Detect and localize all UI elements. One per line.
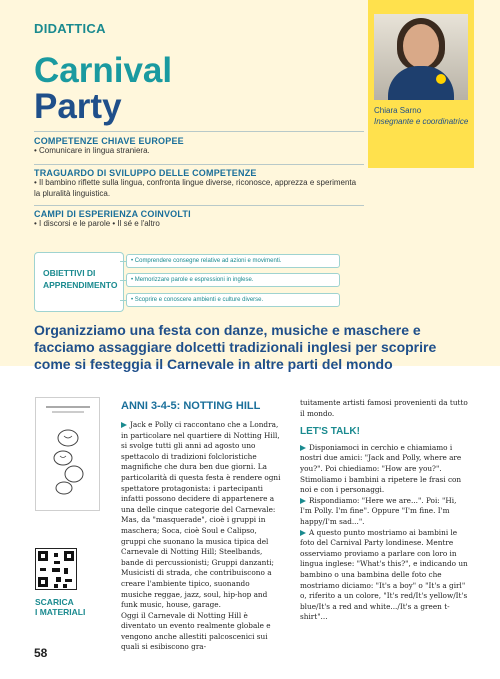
competence-block bbox=[34, 209, 364, 230]
divider bbox=[34, 164, 364, 165]
competence-text: • I discorsi e le parole • Il sé e l'altro bbox=[34, 219, 160, 228]
download-label-line2: I MATERIALI bbox=[35, 607, 86, 617]
qr-code-icon[interactable] bbox=[35, 548, 77, 590]
objectives-box bbox=[34, 252, 124, 312]
arrow-bullet-icon bbox=[300, 498, 306, 504]
intro-text: Organizziamo una festa con danze, musiche e maschere e facciamo assaggiare dolcetti tradizionali inglesi per scoprire come si festeggia il Carnevale in altre parti del mondo bbox=[34, 322, 437, 372]
competence-heading: TRAGUARDO DI SVILUPPO DELLE COMPETENZE bbox=[34, 168, 257, 178]
author-role: Insegnante e coordinatrice bbox=[374, 117, 469, 126]
objective-item: • Comprendere consegne relative ad azioni e movimenti. bbox=[126, 254, 340, 268]
paragraph: Mas, da "masquerade", cioè i gruppi in maschera; Soca, cioè Soul e Calipso, gruppi che suonano la musica tipica del Carnevale di Notting Hill; Steelbands, bande di percussionisti; Gruppi danzanti; bbox=[121, 515, 275, 567]
paragraph: tuitamente artisti famosi provenienti da tutto il mondo. bbox=[300, 398, 468, 418]
section-heading: LET'S TALK! bbox=[300, 426, 360, 438]
article-column-2 bbox=[300, 398, 468, 623]
paragraph: Musicisti di strada, che contribuiscono a creare l'ambiente tipico, suonando musiche reggae, jazz, soul, hip-hop and funk music, house, garage. bbox=[121, 568, 272, 610]
arrow-bullet-icon bbox=[300, 530, 306, 536]
divider bbox=[34, 205, 364, 206]
competence-block bbox=[34, 168, 364, 199]
objectives-label: OBIETTIVI DI APPRENDIMENTO bbox=[43, 268, 118, 290]
article-column-1 bbox=[121, 420, 281, 653]
author-photo bbox=[374, 14, 468, 100]
download-label-line1: SCARICA bbox=[35, 597, 74, 607]
paragraph: A questo punto mostriamo ai bambini le foto del Carnival Party londinese. Mentre osserviamo proviamo a parlare con loro in lingua inglese: "What's this?", e indicando un bambino o una bambina delle foto che mostriamo diciamo: "It's a boy" o "It's a girl" o, riferito a un colore, "It's red/It's yellow/It's blue/It's a red and white.../It's a green t-shirt"... bbox=[300, 527, 468, 622]
competence-heading: CAMPI DI ESPERIENZA COINVOLTI bbox=[34, 209, 191, 219]
objective-item: • Scoprire e conoscere ambienti e culture diverse. bbox=[126, 293, 340, 307]
objective-item: • Memorizzare parole e espressioni in inglese. bbox=[126, 273, 340, 287]
competence-text: • Comunicare in lingua straniera. bbox=[34, 146, 150, 155]
worksheet-thumbnail[interactable] bbox=[35, 397, 100, 511]
mask-drawing-icon bbox=[50, 426, 86, 496]
page-title-line2: Party bbox=[34, 87, 122, 126]
competence-heading: COMPETENZE CHIAVE EUROPEE bbox=[34, 136, 184, 146]
author-card bbox=[368, 0, 474, 168]
author-name: Chiara Sarno bbox=[374, 106, 422, 115]
paragraph: Disponiamoci in cerchio e chiamiamo i nostri due amici: "Jack and Polly, where are you?". Poi chiediamo: "How are you?". Stimoliamo i bambini a ripetere le frasi con noi e con i personaggi. bbox=[300, 442, 462, 495]
paragraph: Oggi il Carnevale di Notting Hill è diventato un evento realmente globale e vengono anche allestiti palcoscenici sui quali si esibiscono gra- bbox=[121, 610, 271, 652]
page-number: 58 bbox=[34, 646, 48, 660]
competence-text: • Il bambino riflette sulla lingua, confronta lingue diverse, riconosce, apprezza e sperimenta la pluralità linguistica. bbox=[34, 178, 357, 198]
divider bbox=[34, 131, 364, 132]
paragraph: Jack e Polly ci raccontano che a Londra, in particolare nel quartiere di Notting Hill, si svolge tutti gli anni ad agosto uno spettacolo di tradizioni folcloristiche magnifiche che dura ben due giorni. La particolarità di questa festa è rendere ogni spettatore protagonista: i partecipanti infatti possono decidere di appartenere a una delle cinque categorie del Carnevale: bbox=[121, 420, 281, 514]
arrow-bullet-icon bbox=[121, 422, 127, 428]
competence-block bbox=[34, 136, 364, 157]
section-tag: DIDATTICA bbox=[34, 21, 106, 36]
article-heading: ANNI 3-4-5: NOTTING HILL bbox=[121, 400, 261, 412]
download-materials-link[interactable] bbox=[35, 597, 85, 617]
page-title-line1: Carnival bbox=[34, 51, 173, 90]
arrow-bullet-icon bbox=[300, 445, 306, 451]
paragraph: Rispondiamo: "Here we are...". Poi: "Hi, I'm Polly. I'm fine". Oppure "I'm fine. I'm happy/I'm sad...". bbox=[300, 495, 457, 526]
